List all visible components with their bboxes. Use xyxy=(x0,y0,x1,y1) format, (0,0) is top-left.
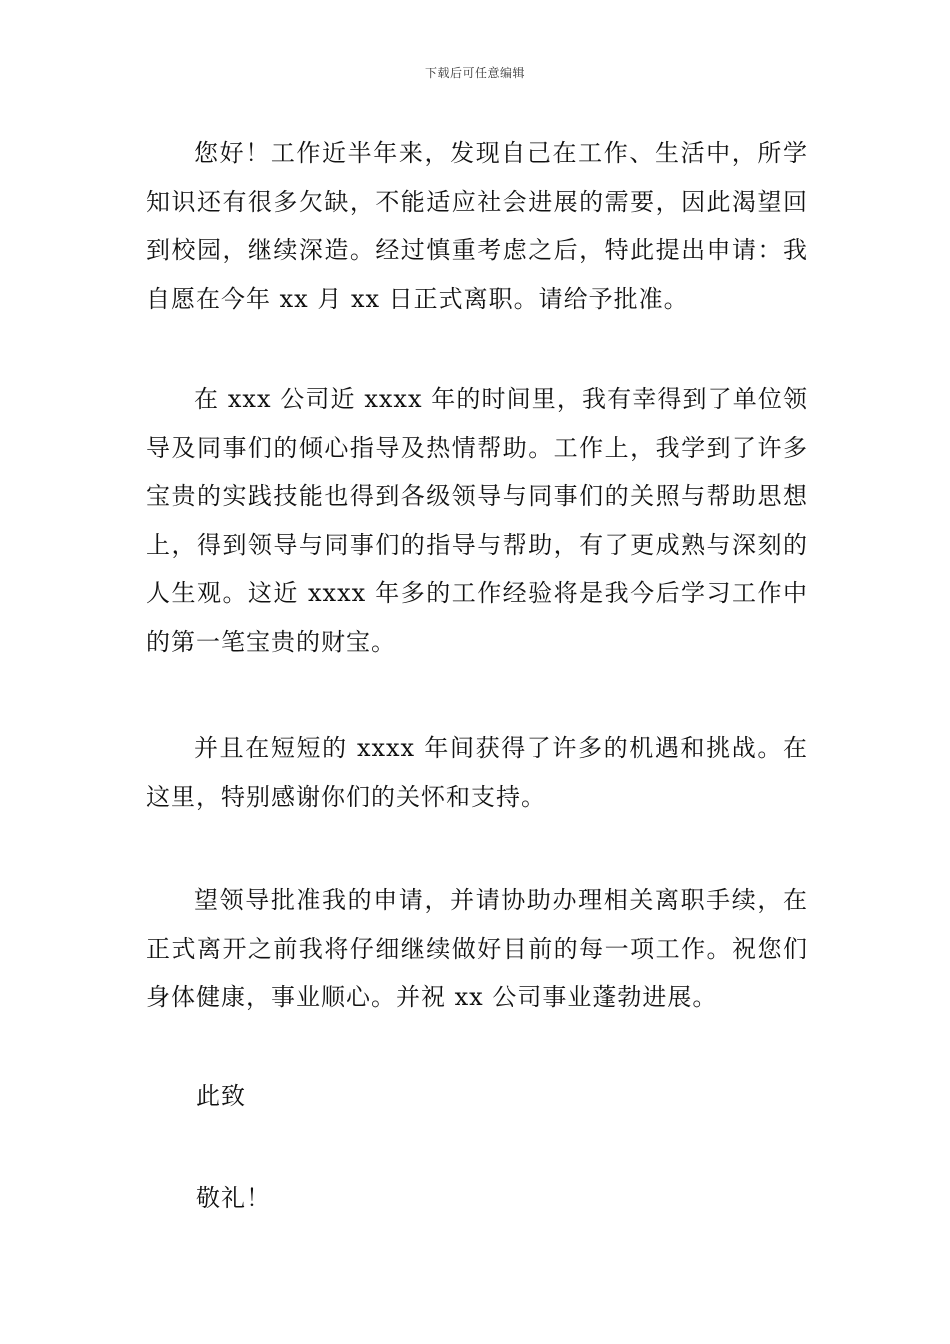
letter-paragraph-3: 并且在短短的 xxxx 年间获得了许多的机遇和挑战。在这里，特别感谢你们的关怀和支持。 xyxy=(146,734,808,811)
letter-paragraph-4: 望领导批准我的申请，并请协助办理相关离职手续，在正式离开之前我将仔细继续做好目前的每一项工作。祝您们身体健康，事业顺心。并祝 xx 公司事业蓬勃进展。 xyxy=(146,886,808,1011)
letter-closing-salutation: 此致 xyxy=(196,1082,246,1110)
page-header-note: 下载后可任意编辑 xyxy=(424,66,525,80)
letter-closing-regards: 敬礼！ xyxy=(196,1184,271,1212)
letter-paragraph-1: 您好！工作近半年来，发现自己在工作、生活中，所学知识还有很多欠缺，不能适应社会进展的需要，因此渴望回到校园，继续深造。经过慎重考虑之后，特此提出申请：我自愿在今年 xx 月 xx 日正式离职。请给予批准。 xyxy=(146,139,808,313)
letter-paragraph-2: 在 xxx 公司近 xxxx 年的时间里，我有幸得到了单位领导及同事们的倾心指导及热情帮助。工作上，我学到了许多宝贵的实践技能也得到各级领导与同事们的关照与帮助思想上，得到领导与同事们的指导与帮助，有了更成熟与深刻的人生观。这近 xxxx 年多的工作经验将是我今后学习工作中的第一笔宝贵的财宝。 xyxy=(146,385,808,656)
